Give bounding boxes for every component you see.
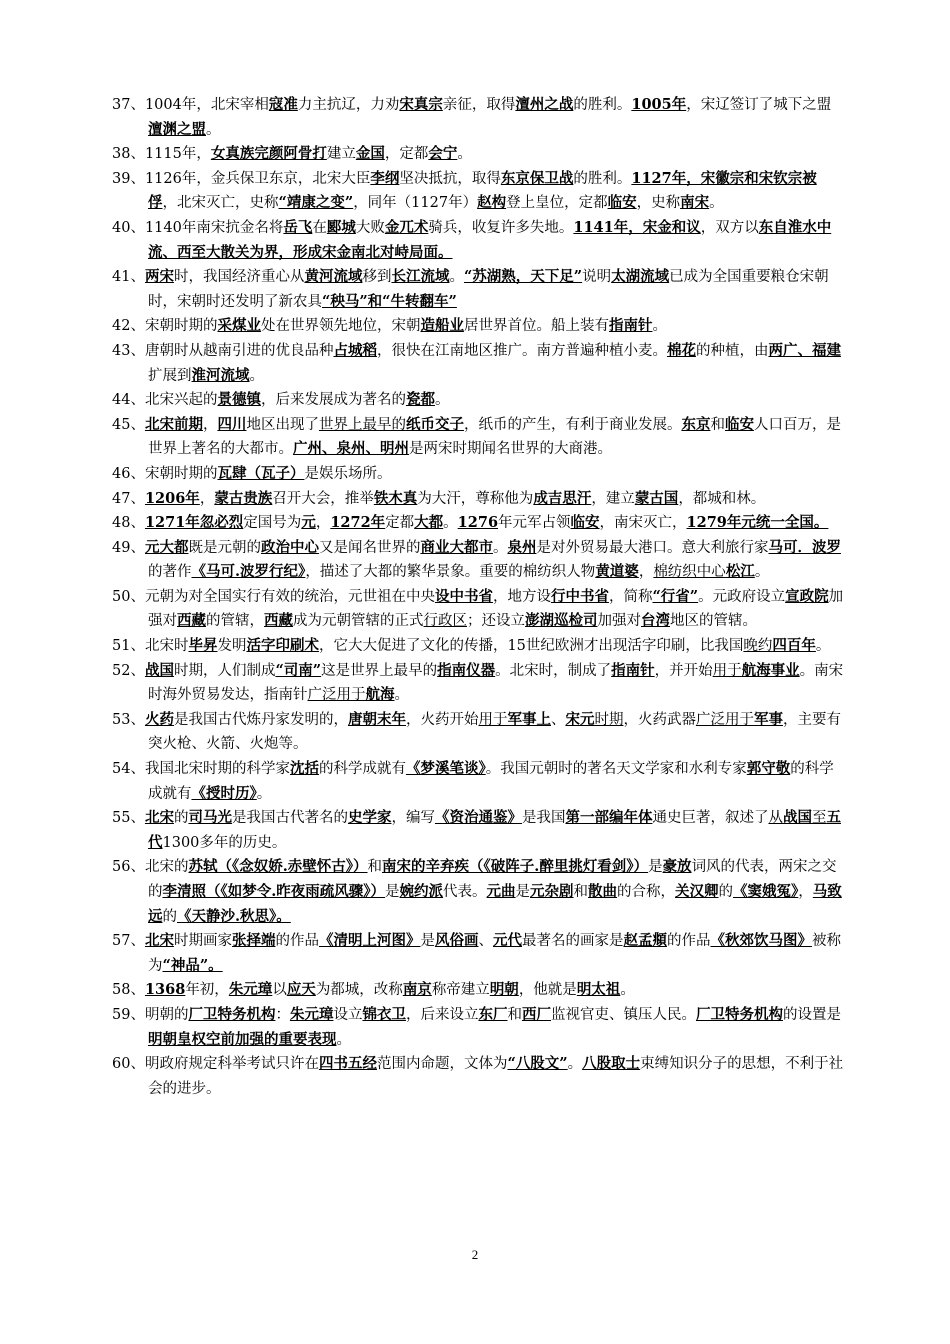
list-item: 44、北宋兴起的景德镇，后来发展成为著名的瓷都。 bbox=[112, 391, 450, 409]
list-item: 42、宋朝时期的采煤业处在世界领先地位，宋朝造船业居世界首位。船上装有指南针。 bbox=[112, 317, 667, 335]
list-item: 45、北宋前期，四川地区出现了世界上最早的纸币交子，纸币的产生，有利于商业发展。东京和临安人口百万，是世界上著名的大都市。广州、泉州、明州是两宋时期闻名世界的大商港。 bbox=[112, 415, 841, 458]
list-item: 38、1115年，女真族完颜阿骨打建立金国，定都会宁。 bbox=[112, 145, 472, 163]
list-item: 55、北宋的司马光是我国古代著名的史学家，编写《资治通鉴》是我国第一部编年体通史巨著，叙述了从战国至五代1300多年的历史。 bbox=[112, 809, 841, 851]
list-item: 40、1140年南宋抗金名将岳飞在郾城大败金兀术骑兵，收复许多失地。1141年，宋金和议，双方以东自淮水中流、西至大散关为界，形成宋金南北对峙局面。 bbox=[112, 218, 832, 261]
page-number: 2 bbox=[471, 1247, 479, 1262]
list-item: 59、明朝的厂卫特务机构：朱元璋设立锦衣卫，后来设立东厂和西厂监视官吏、镇压人民。厂卫特务机构的设置是明朝皇权空前加强的重要表现。 bbox=[112, 1005, 841, 1048]
list-item: 53、火药是我国古代炼丹家发明的，唐朝末年，火药开始用于军事上、宋元时期，火药武器广泛用于军事，主要有突火枪、火箭、火炮等。 bbox=[112, 710, 841, 753]
list-item: 46、宋朝时期的瓦肆（瓦子）是娱乐场所。 bbox=[112, 464, 392, 482]
list-item: 56、北宋的苏轼（《念奴娇.赤壁怀古》）和南宋的辛弃疾（《破阵子.醉里挑灯看剑》）是豪放词风的代表，两宋之交的李清照（《如梦令.昨夜雨疏风骤》）是婉约派代表。元曲是元杂剧和散曲的合称，关汉卿的《窦娥冤》，马致远的《天静沙.秋思》。 bbox=[112, 858, 842, 925]
list-item: 58、1368年初，朱元璋以应天为都城，改称南京称帝建立明朝，他就是明太祖。 bbox=[112, 981, 635, 999]
list-item: 47、1206年，蒙古贵族召开大会，推举铁木真为大汗，尊称他为成吉思汗，建立蒙古国，都城和林。 bbox=[112, 489, 766, 507]
list-item: 49、元大都既是元朝的政治中心又是闻名世界的商业大都市。泉州是对外贸易最大港口。意大利旅行家马可．波罗的著作《马可.波罗行纪》，描述了大都的繁华景象。重要的棉纺织人物黄道婆，棉纺织中心松江。 bbox=[112, 538, 841, 581]
list-item: 37、1004年，北宋宰相寇准力主抗辽，力劝宋真宗亲征，取得澶州之战的胜利。1005年，宋辽签订了城下之盟澶渊之盟。 bbox=[112, 96, 832, 138]
list-item: 48、1271年忽必烈定国号为元，1272年定都大都。1276年元军占领临安，南宋灭亡，1279年元统一全国。 bbox=[112, 514, 829, 532]
list-item: 57、北宋时期画家张择端的作品《清明上河图》是风俗画、元代最著名的画家是赵孟頫的作品《秋郊饮马图》被称为“神品”。 bbox=[112, 932, 841, 974]
list-item: 43、唐朝时从越南引进的优良品种占城稻，很快在江南地区推广。南方普遍种植小麦。棉花的种植，由两广、福建扩展到淮河流域。 bbox=[112, 341, 841, 384]
list-item: 41、两宋时，我国经济重心从黄河流域移到长江流域。“苏湖熟，天下足”说明太湖流域已成为全国重要粮仓宋朝时，宋朝时还发明了新农具“秧马”和“牛转翻车” bbox=[112, 268, 829, 310]
list-item: 51、北宋时毕昇发明活字印刷术，它大大促进了文化的传播，15世纪欧洲才出现活字印刷，比我国晚约四百年。 bbox=[112, 637, 831, 655]
document-body bbox=[112, 93, 844, 1101]
list-item: 50、元朝为对全国实行有效的统治，元世祖在中央设中书省，地方设行中书省，简称“行省”。元政府设立宣政院加强对西藏的管辖，西藏成为元朝管辖的正式行政区；还设立澎湖巡检司加强对台湾地区的管辖。 bbox=[112, 587, 844, 630]
list-item: 60、明政府规定科举考试只许在四书五经范围内命题，文体为“八股文”。八股取士束缚知识分子的思想，不利于社会的进步。 bbox=[112, 1055, 844, 1097]
list-item: 54、我国北宋时期的科学家沈括的科学成就有《梦溪笔谈》。我国元朝时的著名天文学家和水利专家郭守敬的科学成就有《授时历》。 bbox=[112, 760, 834, 802]
list-item: 52、战国时期，人们制成“司南”这是世界上最早的指南仪器。北宋时，制成了指南针，并开始用于航海事业。南宋时海外贸易发达，指南针广泛用于航海。 bbox=[112, 661, 844, 704]
list-item: 39、1126年，金兵保卫东京，北宋大臣李纲坚决抵抗，取得东京保卫战的胜利。1127年，宋徽宗和宋钦宗被俘，北宋灭亡，史称“靖康之变”，同年（1127年）赵构登上皇位，定都临安，史称南宋。 bbox=[112, 169, 817, 212]
